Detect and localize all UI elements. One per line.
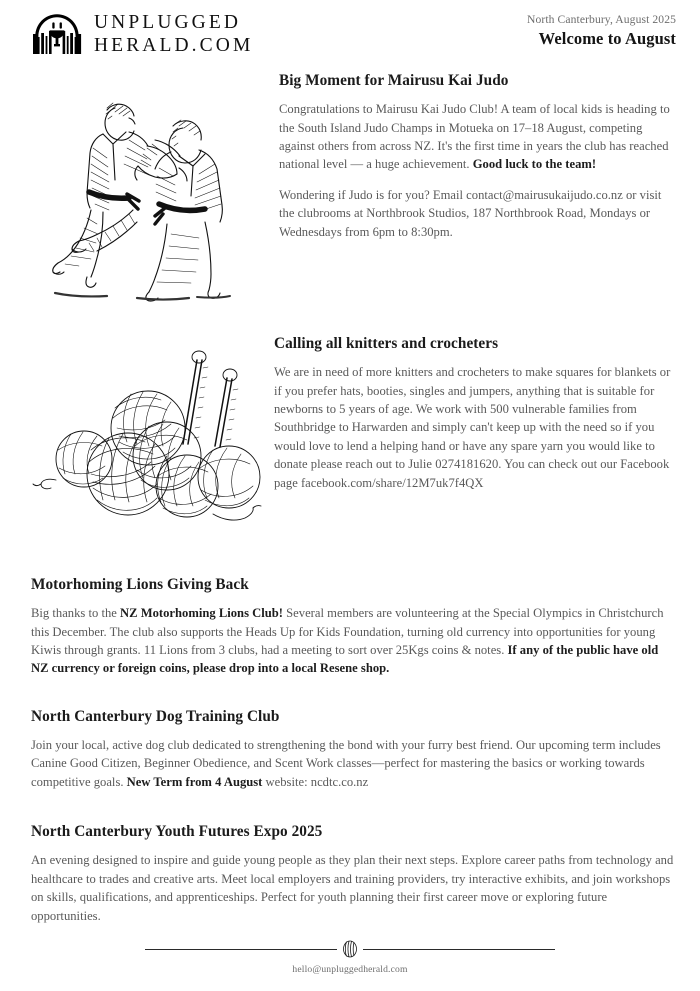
footer-email: hello@unpluggedherald.com [292, 964, 408, 975]
article-dog-training-heading: North Canterbury Dog Training Club [31, 707, 280, 725]
article-judo [0, 71, 700, 303]
article-judo-paragraph-1: Congratulations to Mairusu Kai Judo Club! A team of local kids is heading to the South Island Judo Champs in Motueka on 17–18 August, competing against others from across NZ. It's the first time in years the club has reached national level — a huge achievement. Good luck to the team! [279, 102, 670, 172]
page-footer [0, 939, 700, 975]
article-judo-paragraph-2: Wondering if Judo is for you? Email contact@mairusukaijudo.co.nz or visit the clubrooms at Northbrook Studios, 187 Northbrook Road, Mondays or Wednesdays from 6pm to 8:30pm. [279, 187, 662, 239]
wordmark-line-1: UNPLUGGED [94, 12, 242, 33]
article-youth-expo-paragraph-1: An evening designed to inspire and guide young people as they plan their next steps. Explore career paths from technology and healthcare to trades and creative arts. Meet local employers and training providers, try interactive exhibits, and join workshops on skills, qualifications, and apprenticeships. Perfect for youth planning their first career move or exploring future opportunities. [31, 853, 674, 923]
article-dog-training-paragraph-1: Join your local, active dog club dedicated to strengthening the bond with your furry best friend. Our upcoming term includes Canine Good Citizen, Beginner Obedience, and Scent Work classes—perfect for mastering the basics or working towards competitive goals. New Term from 4 August website: ncdtc.co.nz [31, 737, 661, 789]
judo-throw-sketch-illustration [37, 88, 265, 303]
article-youth-expo [0, 822, 700, 925]
arch-barcode-plug-logo-icon [31, 12, 83, 56]
article-judo-heading: Big Moment for Mairusu Kai Judo [279, 72, 509, 89]
brand-logo [31, 11, 253, 57]
oval-arch-emblem-icon [337, 939, 363, 959]
article-knitting [0, 334, 700, 536]
article-knitting-copy [263, 334, 676, 492]
article-lions [0, 575, 700, 678]
issue-block [527, 11, 676, 49]
issue-meta: North Canterbury, August 2025 [527, 13, 676, 26]
article-knitting-heading: Calling all knitters and crocheters [274, 335, 499, 352]
yarn-balls-knitting-needles-illustration [31, 346, 263, 536]
article-knitting-paragraph-1: We are in need of more knitters and crocheters to make squares for blankets or if you prefer hats, booties, singles and jumpers, anything that is suitable for newborns to 5 years of age. We work with 500 vulnerable families from Southbridge to Harwarden and simply can't keep up with the need so if you would love to lend a helping hand or have any spare yarn you would like to donate please reach out to Julie 0274181620. You can check out our Facebook page facebook.com/share/12M7uk7f4QX [274, 365, 671, 490]
masthead [0, 0, 700, 66]
article-judo-copy [265, 71, 676, 241]
wordmark-line-2: HERALD.COM [94, 35, 254, 56]
footer-divider [145, 939, 555, 959]
article-lions-paragraph-1: Big thanks to the NZ Motorhoming Lions Club! Several members are volunteering at the Special Olympics in Christchurch this December. The club also supports the Heads Up for Kids Foundation, turning old currency into opportunities for young Kiwis through grants. 11 Lions from 3 clubs, had a meeting to sort over 25Kgs coins & notes. If any of the public have old NZ currency or foreign coins, please drop into a local Resene shop. [31, 606, 664, 676]
wordmark [94, 11, 253, 57]
article-youth-expo-heading: North Canterbury Youth Futures Expo 2025 [31, 823, 323, 841]
article-dog-training [0, 707, 700, 791]
issue-title: Welcome to August [538, 29, 676, 48]
article-lions-heading: Motorhoming Lions Giving Back [31, 576, 249, 593]
